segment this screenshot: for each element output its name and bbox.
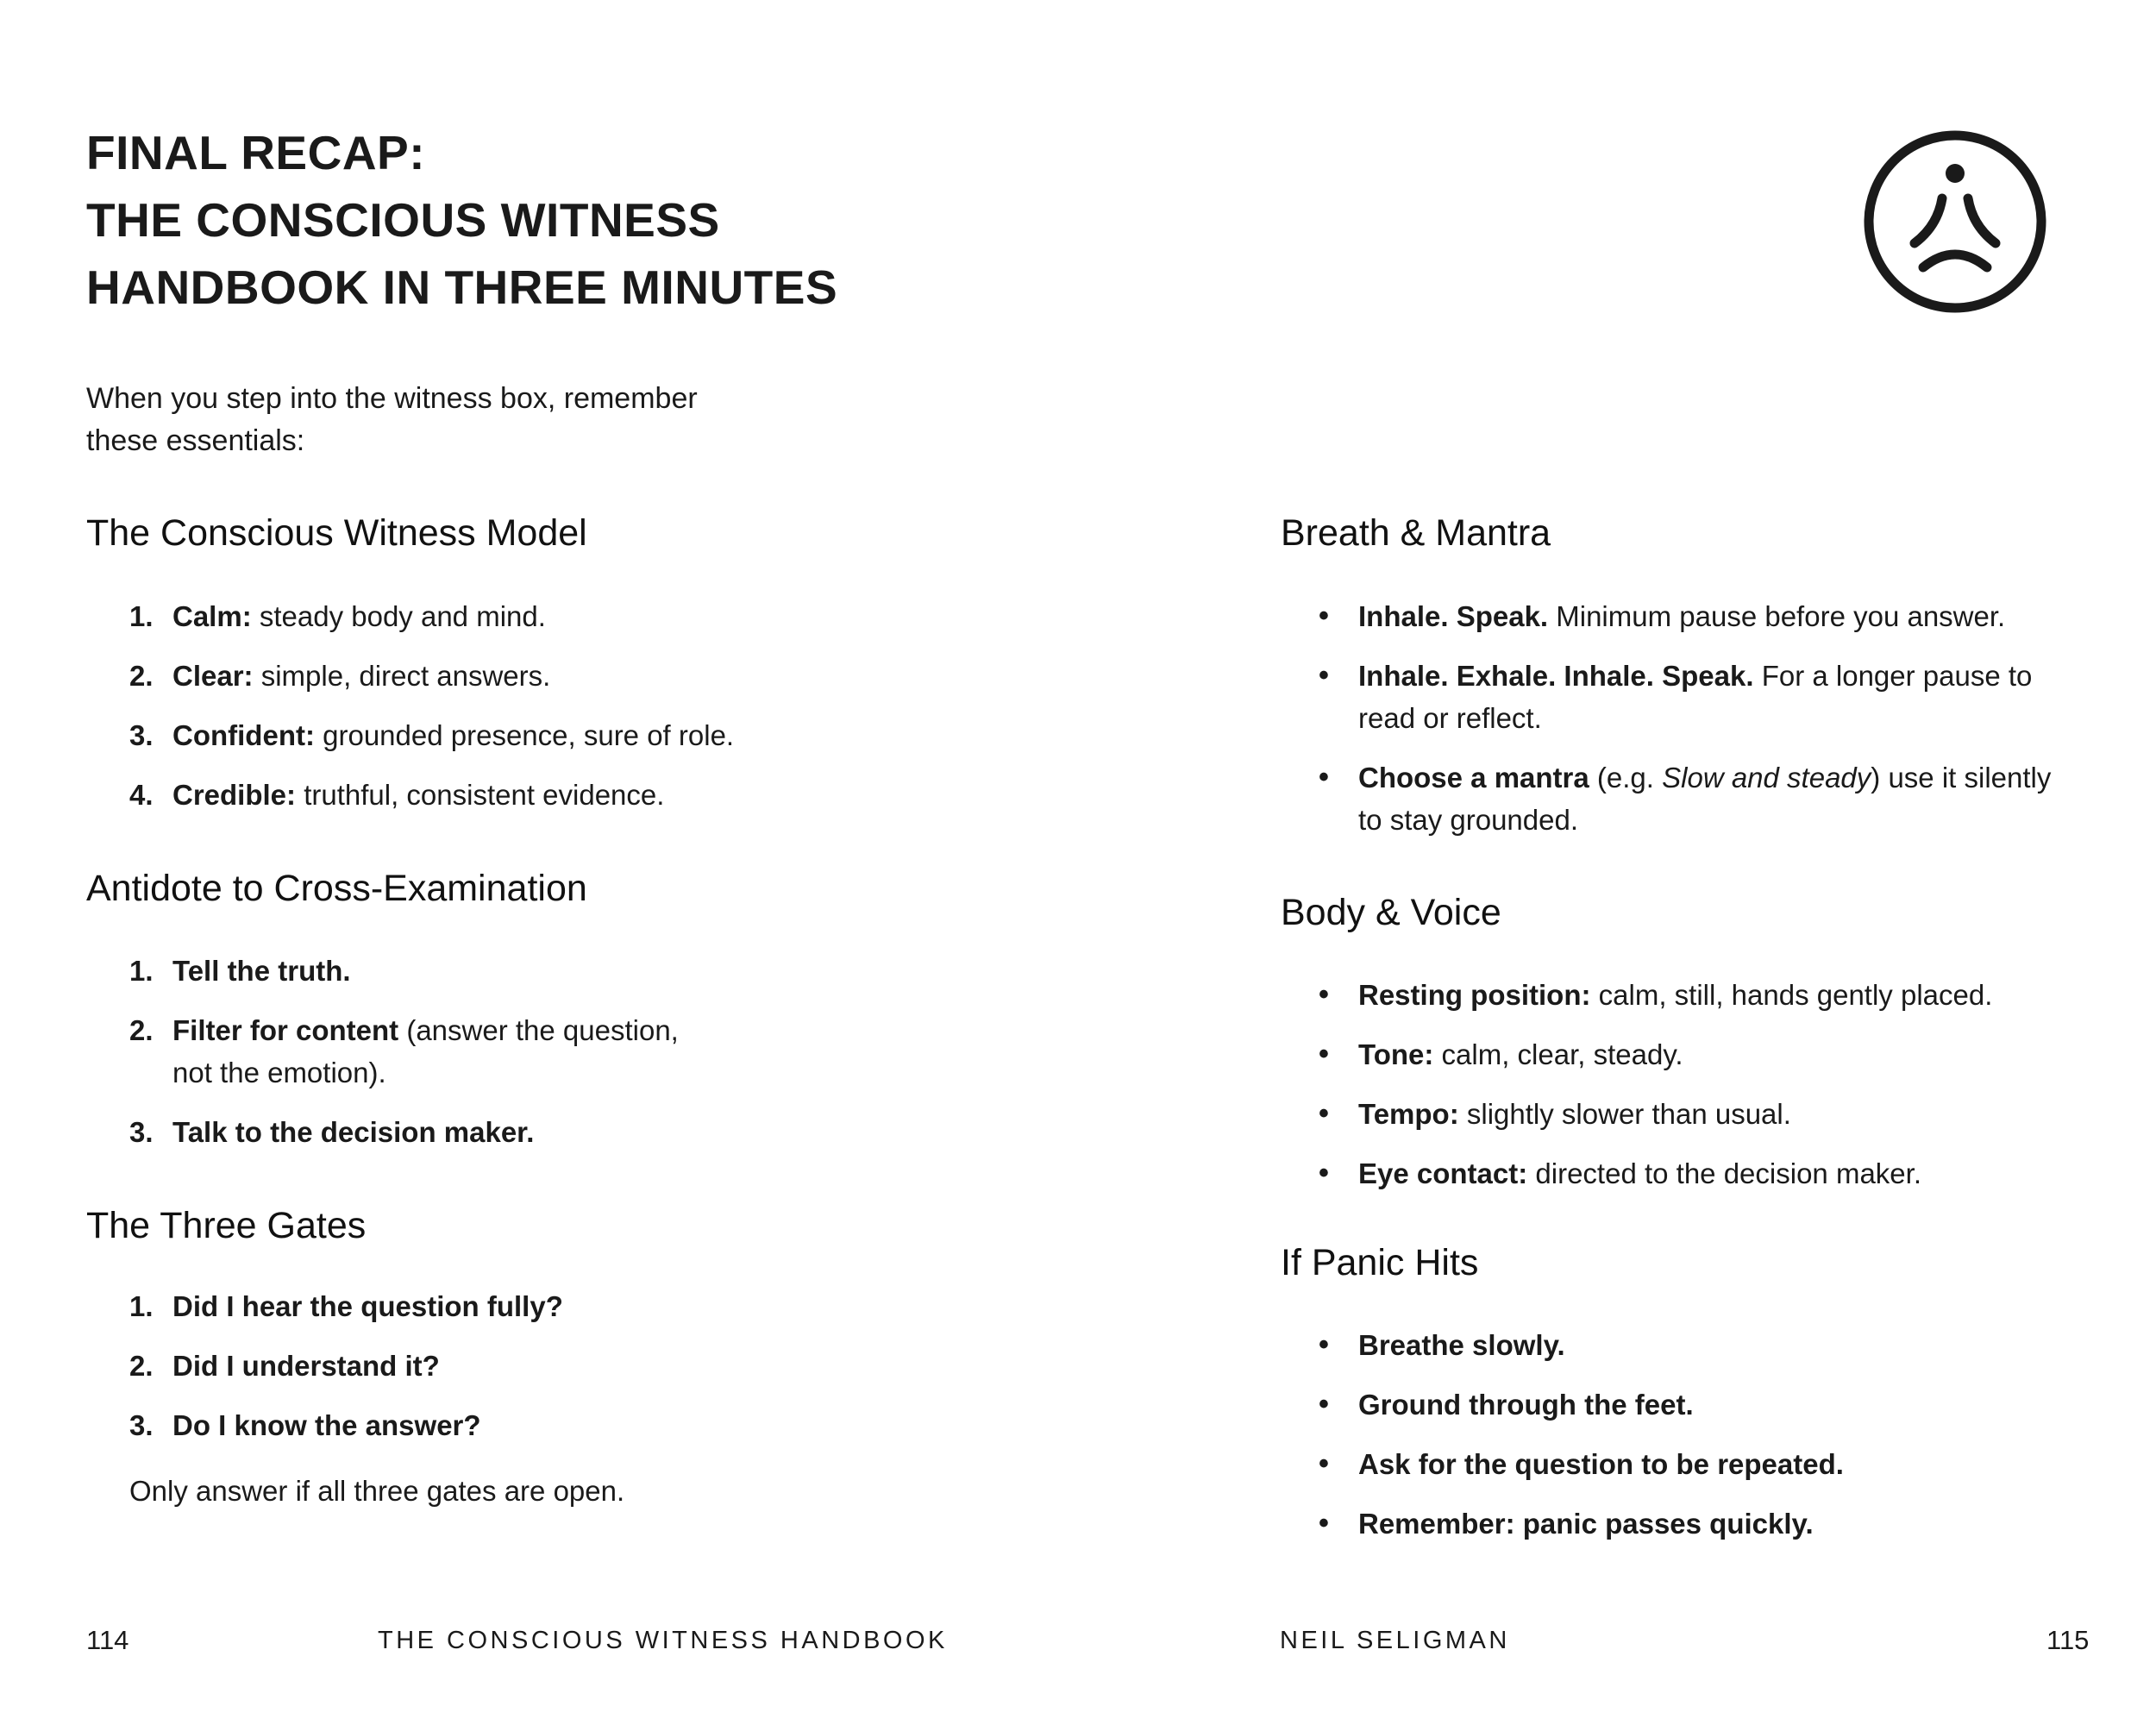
item-text: slightly slower than usual.: [1458, 1098, 1791, 1130]
bullet-icon: •: [1319, 1328, 1329, 1361]
list-item: [1315, 974, 1992, 1016]
item-italic: Slow and steady: [1662, 762, 1871, 794]
breath-list: [1315, 595, 2117, 841]
gates-list: [129, 1285, 563, 1446]
item-label: Clear:: [172, 660, 254, 692]
item-text: Minimum pause before you answer.: [1548, 600, 2006, 632]
item-label: Did I hear the question fully?: [172, 1290, 563, 1322]
item-text: (e.g.: [1589, 762, 1663, 794]
title-line: FINAL RECAP:: [86, 126, 426, 179]
list-item: [1315, 1033, 1992, 1076]
bullet-icon: •: [1319, 1097, 1329, 1130]
item-text: simple, direct answers.: [253, 660, 551, 692]
item-label: Remember: panic passes quickly.: [1358, 1508, 1814, 1540]
intro-line: these essentials:: [86, 424, 305, 457]
list-number: 1.: [129, 600, 154, 632]
item-label: Eye contact:: [1358, 1157, 1528, 1189]
list-item: [129, 774, 734, 816]
list-item: [129, 1285, 563, 1327]
list-number: 4.: [129, 779, 154, 811]
item-label: Did I understand it?: [172, 1350, 440, 1382]
list-item: [129, 1111, 679, 1153]
meditating-figure-circle-logo-icon: [1863, 129, 2047, 314]
item-text: steady body and mind.: [251, 600, 546, 632]
list-number: 2.: [129, 1014, 154, 1046]
author-name: NEIL SELIGMAN: [1280, 1627, 1510, 1654]
item-text: For a longer pause to: [1753, 660, 2033, 692]
item-text: truthful, consistent evidence.: [296, 779, 665, 811]
item-label: Inhale. Exhale. Inhale. Speak.: [1358, 660, 1754, 692]
list-item: [129, 950, 679, 992]
item-label: Tone:: [1358, 1038, 1434, 1070]
item-text: directed to the decision maker.: [1527, 1157, 1921, 1189]
item-text: ) use it silently: [1871, 762, 2052, 794]
list-item: [1315, 595, 2117, 637]
section-heading-gates: The Three Gates: [86, 1205, 367, 1246]
page-number-left: 114: [86, 1625, 129, 1655]
item-label: Talk to the decision maker.: [172, 1116, 535, 1148]
section-heading-antidote: Antidote to Cross-Examination: [86, 868, 587, 909]
bullet-icon: •: [1319, 599, 1329, 632]
list-item: [129, 714, 734, 756]
list-number: 1.: [129, 1290, 154, 1322]
bullet-icon: •: [1319, 1447, 1329, 1480]
list-number: 3.: [129, 719, 154, 751]
page-title: [86, 119, 837, 321]
item-text: grounded presence, sure of role.: [314, 719, 735, 751]
item-text-continued: not the emotion).: [172, 1057, 386, 1088]
bullet-icon: •: [1319, 761, 1329, 794]
list-item: [1315, 1383, 1844, 1426]
list-item: [1315, 1093, 1992, 1135]
list-item: [1315, 756, 2117, 841]
item-text-continued: read or reflect.: [1358, 702, 1542, 734]
list-number: 2.: [129, 660, 154, 692]
title-line: HANDBOOK IN THREE MINUTES: [86, 260, 838, 314]
bullet-icon: •: [1319, 978, 1329, 1011]
item-text: calm, still, hands gently placed.: [1590, 979, 1993, 1011]
item-label: Filter for content: [172, 1014, 399, 1046]
antidote-list: [129, 950, 679, 1153]
list-item: [129, 655, 734, 697]
section-heading-panic: If Panic Hits: [1281, 1242, 1479, 1283]
intro-line: When you step into the witness box, remember: [86, 382, 698, 415]
item-text: calm, clear, steady.: [1433, 1038, 1683, 1070]
list-item: [129, 1345, 563, 1387]
item-label: Confident:: [172, 719, 315, 751]
item-label: Ask for the question to be repeated.: [1358, 1448, 1844, 1480]
list-item: [1315, 1152, 1992, 1195]
item-label: Tempo:: [1358, 1098, 1459, 1130]
list-number: 2.: [129, 1350, 154, 1382]
gates-note: Only answer if all three gates are open.: [129, 1475, 625, 1507]
bullet-icon: •: [1319, 1507, 1329, 1540]
body-list: [1315, 974, 1992, 1195]
bullet-icon: •: [1319, 659, 1329, 692]
list-item: [1315, 1443, 1844, 1485]
item-text: (answer the question,: [398, 1014, 679, 1046]
section-heading-model: The Conscious Witness Model: [86, 512, 587, 554]
section-heading-body: Body & Voice: [1281, 892, 1501, 933]
list-number: 1.: [129, 955, 154, 987]
bullet-icon: •: [1319, 1038, 1329, 1070]
list-number: 3.: [129, 1116, 154, 1148]
page-number-right: 115: [2046, 1625, 2090, 1655]
model-list: [129, 595, 734, 816]
list-item: [1315, 1324, 1844, 1366]
list-item: [129, 1404, 563, 1446]
bullet-icon: •: [1319, 1157, 1329, 1189]
intro-paragraph: [86, 378, 742, 462]
item-label: Do I know the answer?: [172, 1409, 481, 1441]
item-text-continued: to stay grounded.: [1358, 804, 1579, 836]
list-item: [129, 595, 734, 637]
item-label: Calm:: [172, 600, 252, 632]
list-number: 3.: [129, 1409, 154, 1441]
list-item: [129, 1009, 679, 1094]
bullet-icon: •: [1319, 1388, 1329, 1421]
item-label: Choose a mantra: [1358, 762, 1589, 794]
title-line: THE CONSCIOUS WITNESS: [86, 193, 720, 247]
item-label: Tell the truth.: [172, 955, 351, 987]
item-label: Inhale. Speak.: [1358, 600, 1549, 632]
item-label: Ground through the feet.: [1358, 1389, 1694, 1421]
item-label: Credible:: [172, 779, 297, 811]
item-label: Resting position:: [1358, 979, 1591, 1011]
item-label: Breathe slowly.: [1358, 1329, 1565, 1361]
panic-list: [1315, 1324, 1844, 1545]
list-item: [1315, 655, 2117, 739]
running-title: THE CONSCIOUS WITNESS HANDBOOK: [378, 1627, 948, 1654]
list-item: [1315, 1502, 1844, 1545]
section-heading-breath: Breath & Mantra: [1281, 512, 1551, 554]
